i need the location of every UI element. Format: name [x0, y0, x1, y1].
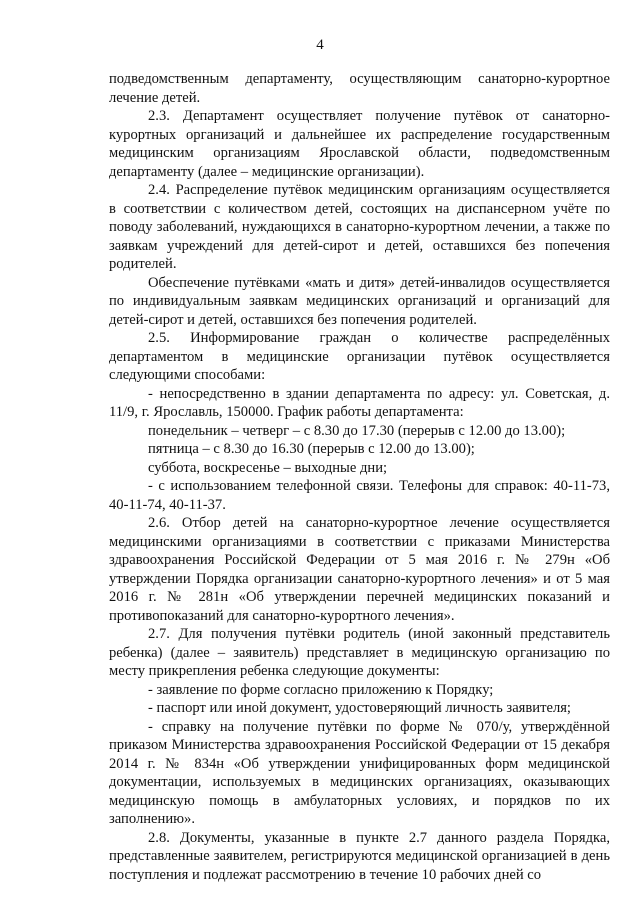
paragraph-2-4: 2.4. Распределение путёвок медицинским организациям осуществляется в соответствии с количеством детей, состоящих на диспансерном учёте по поводу заболеваний, нуждающихся в санаторно-курортном лечении, а также по заявкам учреждений для детей-сирот и детей, оставшихся без попечения родителей. — [109, 182, 610, 272]
schedule-mon-thu: понедельник – четверг – с 8.30 до 17.30 (перерыв с 12.00 до 13.00); — [148, 422, 566, 439]
paragraph-continuation: подведомственным департаменту, осуществляющим санаторно-курортное лечение детей. — [109, 71, 610, 106]
list-item-phones: - с использованием телефонной связи. Телефоны для справок: 40-11-73, 40-11-74, 40-11-37. — [109, 478, 610, 513]
list-item-address: - непосредственно в здании департамента по адресу: ул. Советская, д. 11/9, г. Ярославль, 150000. График работы департамента: — [109, 385, 610, 420]
schedule-friday: пятница – с 8.30 до 16.30 (перерыв с 12.00 до 13.00); — [148, 441, 475, 457]
paragraph-mother-child-vouchers: Обеспечение путёвками «мать и дитя» детей-инвалидов осуществляется по индивидуальным заявкам медицинских организаций и организаций для детей-сирот и детей, оставшихся без попечения родителей. — [109, 274, 610, 328]
document-body — [109, 70, 610, 884]
paragraph-2-7: 2.7. Для получения путёвки родитель (иной законный представитель ребенка) (далее – заявитель) представляет в медицинскую организацию по месту прикрепления ребенка следующие документы: — [109, 626, 610, 679]
paragraph-2-3: 2.3. Департамент осуществляет получение путёвок от санаторно-курортных организаций и дальнейшее их распределение государственным медицинским организациям Ярославской области, подведомственным департаменту (далее – медицинские организации). — [109, 108, 610, 180]
paragraph-2-8: 2.8. Документы, указанные в пункте 2.7 данного раздела Порядка, представленные заявителем, регистрируются медицинской организацией в день поступления и подлежат рассмотрению в течение 10 рабочих дней со — [109, 829, 610, 883]
page-number: 4 — [316, 37, 324, 53]
list-item-passport: - паспорт или иной документ, удостоверяющий личность заявителя; — [148, 700, 571, 716]
schedule-weekend: суббота, воскресенье – выходные дни; — [148, 459, 388, 476]
paragraph-2-5: 2.5. Информирование граждан о количестве распределённых департаментом в медицинские организации путёвок осуществляется следующими способами: — [109, 330, 610, 383]
list-item-certificate: - справку на получение путёвки по форме № 070/у, утверждённой приказом Министерства здравоохранения Российской Федерации от 15 декабря 2014 г. № 834н «Об утверждении унифицированных форм медицинской документации, используемых в медицинских организациях, оказывающих медицинскую помощь в амбулаторных условиях, и порядков по их заполнению». — [109, 718, 610, 827]
list-item-application: - заявление по форме согласно приложению к Порядку; — [148, 681, 494, 698]
paragraph-2-6: 2.6. Отбор детей на санаторно-курортное лечение осуществляется медицинскими организациями в соответствии с приказами Министерства здравоохранения Российской Федерации от 5 мая 2016 г. № 279н «Об утверждении Порядка организации санаторно-курортного лечения» и от 5 мая 2016 г. № 281н «Об утверждении перечней медицинских показаний и противопоказаний для санаторно-курортного лечения». — [109, 515, 610, 624]
